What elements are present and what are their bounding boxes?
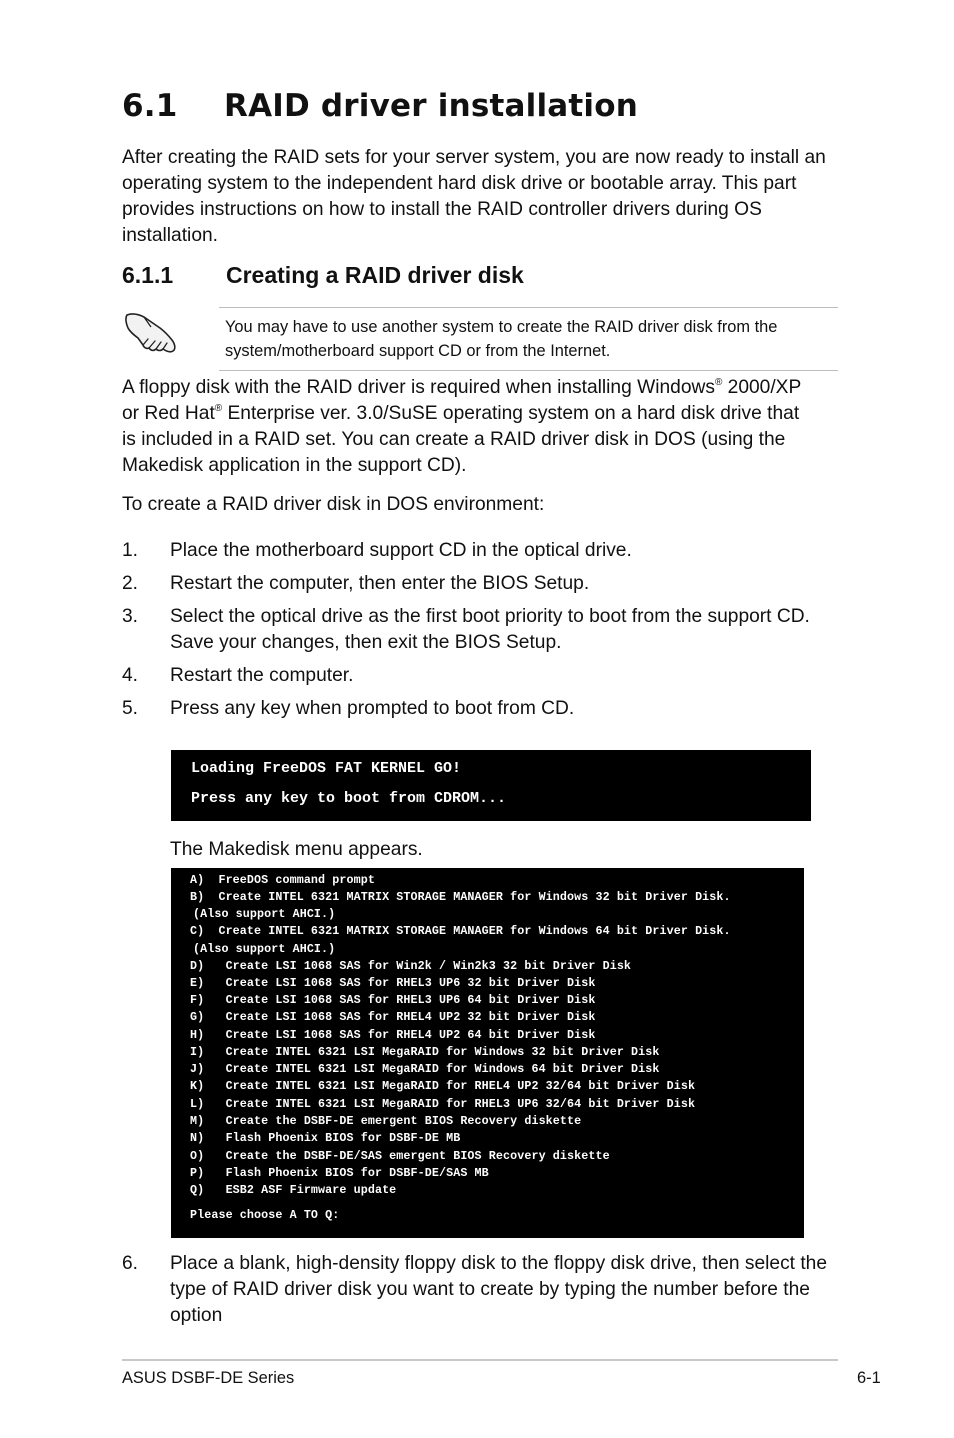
subsection-heading xyxy=(122,262,524,289)
step-3 xyxy=(122,604,842,656)
floppy-line-2a: or Red Hat xyxy=(122,403,215,424)
menu-line: J) Create INTEL 6321 LSI MegaRAID for Windows 64 bit Driver Disk xyxy=(190,1062,660,1076)
step-text: Press any key when prompted to boot from CD. xyxy=(170,698,575,719)
boot-line-1: Loading FreeDOS FAT KERNEL GO! xyxy=(191,760,462,777)
menu-line: M) Create the DSBF-DE emergent BIOS Recovery diskette xyxy=(190,1114,582,1128)
dos-intro: To create a RAID driver disk in DOS environment: xyxy=(122,494,545,515)
step-4 xyxy=(122,663,842,689)
step-text: type of RAID driver disk you want to create by typing the number before the xyxy=(170,1279,810,1300)
section-title: RAID driver installation xyxy=(224,88,639,124)
menu-line: G) Create LSI 1068 SAS for RHEL4 UP2 32 bit Driver Disk xyxy=(190,1010,596,1024)
floppy-line-4: Makedisk application in the support CD). xyxy=(122,455,467,476)
note-line-1: You may have to use another system to create the RAID driver disk from the xyxy=(225,318,778,336)
floppy-line-2b: Enterprise ver. 3.0/SuSE operating system on a hard disk drive that xyxy=(222,403,800,424)
note-line-2: system/motherboard support CD or from the Internet. xyxy=(225,342,611,360)
step-5 xyxy=(122,696,842,722)
makedisk-caption: The Makedisk menu appears. xyxy=(170,839,423,860)
floppy-paragraph xyxy=(122,375,842,479)
step-number: 4. xyxy=(122,665,139,686)
footer-rule xyxy=(122,1359,838,1361)
menu-line: I) Create INTEL 6321 LSI MegaRAID for Windows 32 bit Driver Disk xyxy=(190,1045,660,1059)
menu-line: (Also support AHCI.) xyxy=(193,907,336,921)
step-2 xyxy=(122,571,842,597)
step-text: Save your changes, then exit the BIOS Setup. xyxy=(170,632,562,653)
step-number: 5. xyxy=(122,698,139,719)
step-text: Restart the computer. xyxy=(170,665,354,686)
step-1 xyxy=(122,538,842,564)
intro-paragraph: After creating the RAID sets for your server system, you are now ready to install an operating system to the independent hard disk drive or bootable array. This part provides instructions on how to install the RAID controller drivers during OS installation. xyxy=(122,147,826,246)
step-text: option xyxy=(170,1305,223,1326)
menu-line: N) Flash Phoenix BIOS for DSBF-DE MB xyxy=(190,1131,461,1145)
menu-line: L) Create INTEL 6321 LSI MegaRAID for RHEL3 UP6 32/64 bit Driver Disk xyxy=(190,1097,696,1111)
subsection-title: Creating a RAID driver disk xyxy=(226,262,524,288)
menu-line: A) FreeDOS command prompt xyxy=(190,873,375,887)
menu-line: O) Create the DSBF-DE/SAS emergent BIOS Recovery diskette xyxy=(190,1149,610,1163)
menu-line: Q) ESB2 ASF Firmware update xyxy=(190,1183,397,1197)
menu-line: (Also support AHCI.) xyxy=(193,942,336,956)
step-text: Place a blank, high-density floppy disk to the floppy disk drive, then select the xyxy=(170,1253,828,1274)
floppy-line-3: is included in a RAID set. You can create a RAID driver disk in DOS (using the xyxy=(122,429,786,450)
menu-line: C) Create INTEL 6321 MATRIX STORAGE MANAGER for Windows 64 bit Driver Disk. xyxy=(190,924,731,938)
step-number: 3. xyxy=(122,606,139,627)
registered-mark: ® xyxy=(714,377,723,388)
step-text: Restart the computer, then enter the BIOS Setup. xyxy=(170,573,590,594)
menu-line: K) Create INTEL 6321 LSI MegaRAID for RHEL4 UP2 32/64 bit Driver Disk xyxy=(190,1079,696,1093)
step-number: 6. xyxy=(122,1253,139,1274)
menu-line: D) Create LSI 1068 SAS for Win2k / Win2k3 32 bit Driver Disk xyxy=(190,959,632,973)
subsection-number: 6.1.1 xyxy=(122,262,174,288)
page-title xyxy=(122,88,638,124)
menu-prompt: Please choose A TO Q: xyxy=(190,1208,340,1222)
menu-line: H) Create LSI 1068 SAS for RHEL4 UP2 64 bit Driver Disk xyxy=(190,1028,596,1042)
note-bottom-rule xyxy=(219,370,838,371)
step-text: Select the optical drive as the first boot priority to boot from the support CD. xyxy=(170,606,810,627)
floppy-line-1b: 2000/XP xyxy=(722,377,802,398)
menu-line: B) Create INTEL 6321 MATRIX STORAGE MANAGER for Windows 32 bit Driver Disk. xyxy=(190,890,731,904)
menu-line: E) Create LSI 1068 SAS for RHEL3 UP6 32 bit Driver Disk xyxy=(190,976,596,990)
footer-page-number: 6-1 xyxy=(857,1369,881,1387)
floppy-line-1a: A floppy disk with the RAID driver is required when installing Windows xyxy=(122,377,715,398)
makedisk-menu xyxy=(171,868,804,1238)
hand-pointer-icon xyxy=(124,308,180,356)
boot-line-2: Press any key to boot from CDROM... xyxy=(191,790,507,807)
footer-product: ASUS DSBF-DE Series xyxy=(122,1369,295,1387)
boot-screen xyxy=(171,750,811,821)
section-number: 6.1 xyxy=(122,88,178,124)
registered-mark: ® xyxy=(214,403,223,414)
menu-line: P) Flash Phoenix BIOS for DSBF-DE/SAS MB xyxy=(190,1166,489,1180)
note-top-rule xyxy=(219,307,838,308)
step-6 xyxy=(122,1251,842,1329)
note-text xyxy=(225,315,825,363)
step-number: 1. xyxy=(122,540,139,561)
step-number: 2. xyxy=(122,573,139,594)
step-text: Place the motherboard support CD in the optical drive. xyxy=(170,540,632,561)
menu-line: F) Create LSI 1068 SAS for RHEL3 UP6 64 bit Driver Disk xyxy=(190,993,596,1007)
